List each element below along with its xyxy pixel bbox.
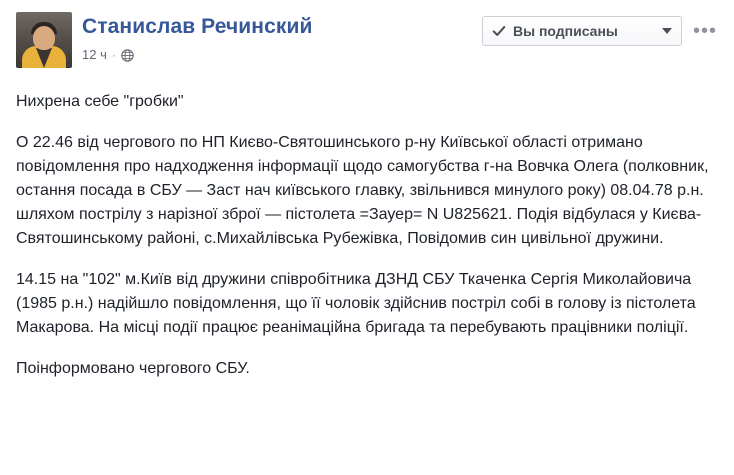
post-timestamp[interactable]: 12 ч (82, 47, 107, 62)
post-meta (82, 47, 313, 62)
post-header-actions (482, 16, 718, 46)
author-name[interactable]: Станислав Речинский (82, 15, 313, 38)
more-options-button[interactable]: ••• (692, 20, 717, 42)
post-header-text (82, 12, 313, 62)
meta-separator: · (111, 47, 116, 62)
check-icon (492, 24, 506, 38)
post-paragraph: Поінформовано чергового СБУ. (16, 360, 250, 377)
post-header (16, 12, 718, 70)
avatar-face-shape (33, 26, 55, 50)
post-body (16, 90, 718, 381)
avatar[interactable] (16, 12, 72, 68)
chevron-down-icon (662, 28, 672, 34)
globe-icon (121, 49, 134, 62)
post-paragraph: Нихрена себе "гробки" (16, 93, 184, 110)
subscribed-button[interactable] (482, 16, 682, 46)
subscribed-button-content (492, 23, 618, 39)
subscribed-button-label: Вы подписаны (513, 23, 618, 39)
post-paragraph: О 22.46 від чергового по НП Києво-Святошинського р-ну Київської області отримано повідомлення про надходження інформації щодо самогубства г-на Вовчка Олега (полковник, остання посада в СБУ — Заст нач київського главку, звільнився минулого року) 08.04.78 р.н. шляхом пострілу з нарізної зброї — пістолета =Зауер= N U825621. Подія відбулася у Києва-Святошинському районі, с.Михайлівська Рубежівка, Повідомив син цивільної дружини. (16, 134, 709, 247)
post-paragraph: 14.15 на "102" м.Київ від дружини співробітника ДЗНД СБУ Ткаченка Сергія Миколайовича (1985 р.н.) надійшло повідомлення, що її чоловік здійснив постріл собі в голову із пістолета Макарова. На місці події працює реанімаційна бригада та перебувають працівники поліції. (16, 271, 696, 336)
